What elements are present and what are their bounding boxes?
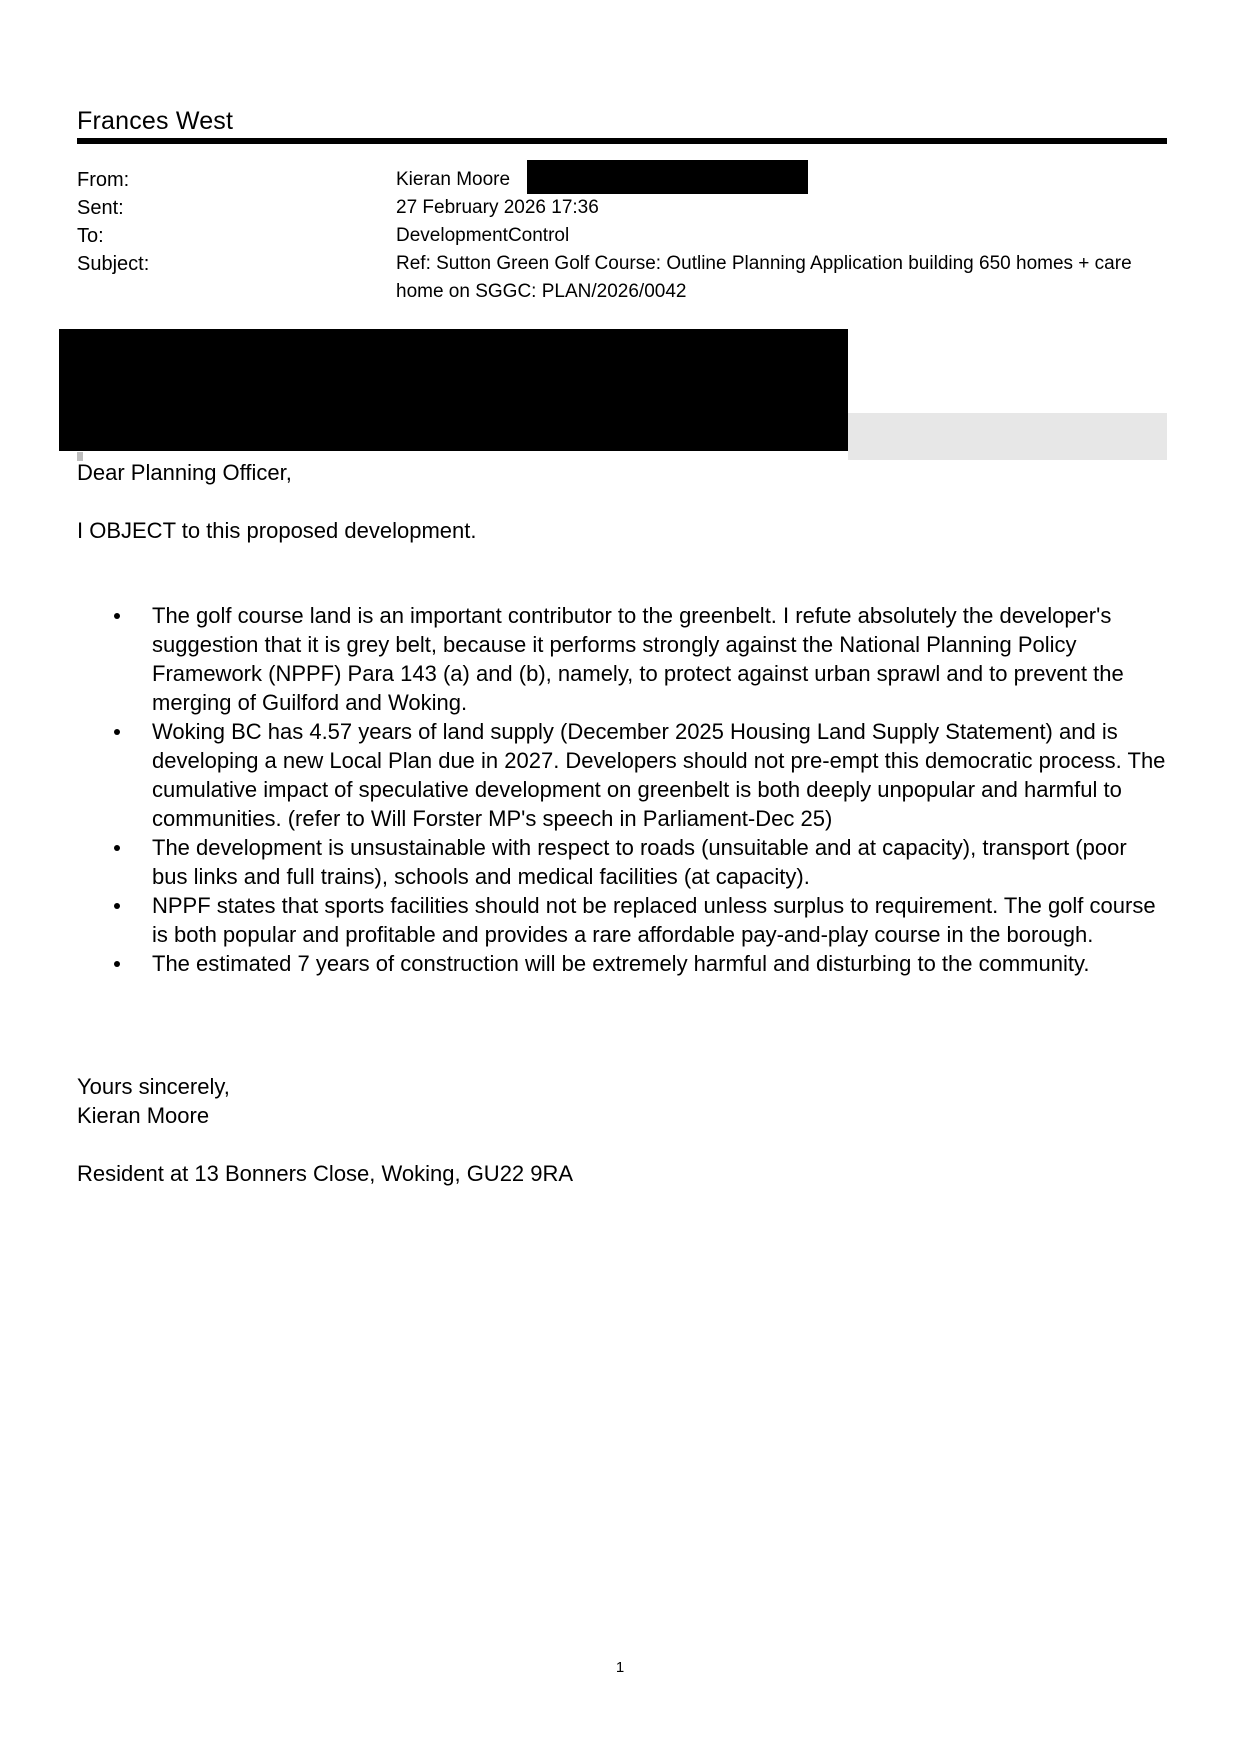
bullet-icon (114, 961, 120, 967)
list-item (77, 949, 1167, 978)
list-item (77, 833, 1167, 891)
point-text: Woking BC has 4.57 years of land supply (December 2025 Housing Land Supply Statement) and is developing a new Local Plan due in 2027. Developers should not pre-empt this democratic process. The cumulative impact of speculative development on greenbelt is both deeply unpopular and harmful to communities. (refer to Will Forster MP's speech in Parliament-Dec 25) (152, 719, 1166, 831)
list-item (77, 891, 1167, 949)
signature-name: Kieran Moore (77, 1103, 210, 1128)
bullet-icon (114, 845, 120, 851)
subject-label: Subject: (77, 253, 150, 275)
subject-value: Ref: Sutton Green Golf Course: Outline Planning Application building 650 homes + care home on SGGC: PLAN/2026/0042 (396, 253, 1132, 302)
resident-address: Resident at 13 Bonners Close, Woking, GU22 9RA (77, 1161, 574, 1186)
bullet-icon (114, 729, 120, 735)
bullet-icon (114, 613, 120, 619)
point-text: The development is unsustainable with respect to roads (unsuitable and at capacity), transport (poor bus links and full trains), schools and medical facilities (at capacity). (152, 835, 1127, 889)
page-owner-name: Frances West (77, 107, 234, 135)
from-value: Kieran Moore (396, 169, 511, 190)
point-text: The estimated 7 years of construction will be extremely harmful and disturbing to the community. (152, 951, 1090, 976)
header-rule (77, 138, 1167, 144)
from-label: From: (77, 169, 130, 191)
sent-value: 27 February 2026 17:36 (396, 197, 599, 218)
list-item (77, 601, 1167, 717)
page-number: 1 (615, 1659, 625, 1676)
sent-label: Sent: (77, 197, 124, 219)
objection-points-list (77, 601, 1167, 978)
closing: Yours sincerely, (77, 1074, 230, 1099)
redacted-block (59, 329, 848, 451)
grey-band (848, 413, 1167, 460)
salutation: Dear Planning Officer, (77, 460, 292, 485)
to-value: DevelopmentControl (396, 225, 570, 246)
redacted-email-address (527, 160, 808, 194)
point-text: NPPF states that sports facilities should not be replaced unless surplus to requirement. The golf course is both popular and profitable and provides a rare affordable pay-and-play course in the borough. (152, 893, 1156, 947)
bullet-icon (114, 903, 120, 909)
point-text: The golf course land is an important contributor to the greenbelt. I refute absolutely the developer's suggestion that it is grey belt, because it performs strongly against the National Planning Policy Framework (NPPF) Para 143 (a) and (b), namely, to protect against urban sprawl and to prevent the merging of Guilford and Woking. (152, 603, 1124, 715)
list-item (77, 717, 1167, 833)
objection-statement: I OBJECT to this proposed development. (77, 518, 477, 543)
to-label: To: (77, 225, 104, 247)
